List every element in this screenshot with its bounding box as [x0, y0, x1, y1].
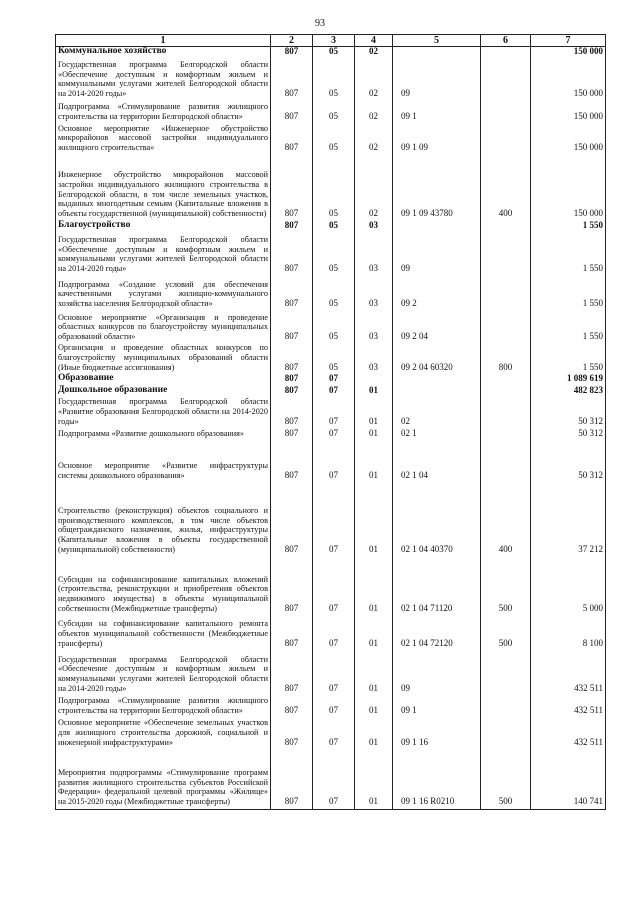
section-code: 05 — [313, 232, 355, 275]
table-row — [56, 386, 606, 398]
subsection-code: 01 — [355, 749, 393, 809]
row-name: Инженерное обустройство микрорайонов массовой застройки индивидуального жилищного строительства в Белгородской области, в том числе земельных участков, выданных многодетным семьям (Капитальные вложения в объекты государственной (муниципальной) собственности) — [56, 154, 271, 220]
department-code: 807 — [271, 47, 313, 59]
target-article — [393, 386, 481, 398]
table-row — [56, 374, 606, 386]
department-code: 807 — [271, 556, 313, 615]
expense-type — [481, 717, 531, 749]
col-header-4: 4 — [355, 35, 393, 47]
department-code: 807 — [271, 749, 313, 809]
amount: 50 312 — [531, 440, 606, 482]
target-article: 09 1 — [393, 695, 481, 717]
subsection-code: 02 — [355, 59, 393, 101]
target-article: 09 1 09 43780 — [393, 154, 481, 220]
target-article: 02 1 04 — [393, 440, 481, 482]
row-name: Основное мероприятие «Обеспечение земельных участков для жилищного строительства дорожной, социальной и инженерной инфраструктурами» — [56, 717, 271, 749]
col-header-5: 5 — [393, 35, 481, 47]
amount: 150 000 — [531, 101, 606, 124]
target-article: 09 2 04 60320 — [393, 343, 481, 374]
table-row — [56, 275, 606, 310]
table-row — [56, 47, 606, 59]
row-name: Благоустройство — [56, 220, 271, 232]
row-name: Подпрограмма «Создание условий для обеспечения качественными услугами жилищно-коммунального хозяйства населения Белгородской области» — [56, 275, 271, 310]
target-article: 02 1 — [393, 428, 481, 440]
target-article: 09 2 — [393, 275, 481, 310]
expense-type — [481, 124, 531, 155]
section-code: 07 — [313, 374, 355, 386]
amount: 1 550 — [531, 232, 606, 275]
expense-type — [481, 397, 531, 428]
budget-table — [55, 34, 606, 810]
table-row — [56, 154, 606, 220]
table-row — [56, 615, 606, 650]
amount: 1 550 — [531, 275, 606, 310]
target-article — [393, 220, 481, 232]
target-article: 02 — [393, 397, 481, 428]
col-header-6: 6 — [481, 35, 531, 47]
target-article: 09 1 16 R0210 — [393, 749, 481, 809]
subsection-code: 03 — [355, 232, 393, 275]
row-name: Государственная программа Белгородской области «Обеспечение доступным и комфортным жильем и коммунальными услугами жителей Белгородской области на 2014-2020 годы» — [56, 59, 271, 101]
row-name: Мероприятия подпрограммы «Стимулирование программ развития жилищного строительства субъектов Российской Федерации» федеральной целевой программы «Жилище» на 2015-2020 годы (Межбюджетные трансферты) — [56, 749, 271, 809]
section-code: 07 — [313, 397, 355, 428]
expense-type: 500 — [481, 749, 531, 809]
subsection-code: 02 — [355, 154, 393, 220]
subsection-code: 03 — [355, 343, 393, 374]
subsection-code: 01 — [355, 440, 393, 482]
col-header-2: 2 — [271, 35, 313, 47]
row-name: Основное мероприятие «Развитие инфраструктуры системы дошкольного образования» — [56, 440, 271, 482]
subsection-code: 03 — [355, 310, 393, 343]
row-name: Субсидии на софинансирование капитальных вложений (строительства, реконструкции и приобретения объектов недвижимого имущества) в объекты муниципальной собственности (Межбюджетные трансферты) — [56, 556, 271, 615]
expense-type — [481, 374, 531, 386]
table-row — [56, 650, 606, 695]
target-article: 09 1 16 — [393, 717, 481, 749]
department-code: 807 — [271, 101, 313, 124]
row-name: Организация и проведение областных конкурсов по благоустройству муниципальных образований области (Иные бюджетные ассигнования) — [56, 343, 271, 374]
row-name: Государственная программа Белгородской области «Обеспечение доступным и комфортным жильем и коммунальными услугами жителей Белгородской области на 2014-2020 годы» — [56, 232, 271, 275]
subsection-code: 01 — [355, 556, 393, 615]
amount: 432 511 — [531, 650, 606, 695]
table-row — [56, 695, 606, 717]
department-code: 807 — [271, 220, 313, 232]
expense-type: 400 — [481, 154, 531, 220]
table-row — [56, 428, 606, 440]
target-article — [393, 374, 481, 386]
row-name: Государственная программа Белгородской области «Обеспечение доступным и комфортным жильем и коммунальными услугами жителей Белгородской области на 2014-2020 годы» — [56, 650, 271, 695]
department-code: 807 — [271, 717, 313, 749]
subsection-code: 01 — [355, 397, 393, 428]
section-code: 07 — [313, 440, 355, 482]
target-article: 02 1 04 71120 — [393, 556, 481, 615]
department-code: 807 — [271, 615, 313, 650]
amount: 50 312 — [531, 397, 606, 428]
subsection-code: 03 — [355, 275, 393, 310]
section-code: 07 — [313, 386, 355, 398]
department-code: 807 — [271, 124, 313, 155]
amount: 150 000 — [531, 124, 606, 155]
row-name: Подпрограмма «Стимулирование развития жилищного строительства на территории Белгородской области» — [56, 695, 271, 717]
target-article: 02 1 04 72120 — [393, 615, 481, 650]
col-header-1: 1 — [56, 35, 271, 47]
subsection-code: 01 — [355, 482, 393, 556]
section-code: 05 — [313, 275, 355, 310]
page-number: 93 — [315, 18, 325, 29]
department-code: 807 — [271, 232, 313, 275]
col-header-7: 7 — [531, 35, 606, 47]
subsection-code: 02 — [355, 47, 393, 59]
table-row — [56, 220, 606, 232]
expense-type — [481, 101, 531, 124]
expense-type — [481, 650, 531, 695]
table-row — [56, 124, 606, 155]
amount: 1 550 — [531, 343, 606, 374]
row-name: Государственная программа Белгородской области «Развитие образования Белгородской области на 2014-2020 годы» — [56, 397, 271, 428]
department-code: 807 — [271, 482, 313, 556]
section-code: 05 — [313, 124, 355, 155]
amount: 432 511 — [531, 717, 606, 749]
row-name: Дошкольное образование — [56, 386, 271, 398]
target-article — [393, 47, 481, 59]
subsection-code: 01 — [355, 386, 393, 398]
section-code: 07 — [313, 615, 355, 650]
department-code: 807 — [271, 650, 313, 695]
table-row — [56, 717, 606, 749]
target-article: 09 — [393, 59, 481, 101]
subsection-code — [355, 374, 393, 386]
expense-type — [481, 310, 531, 343]
department-code: 807 — [271, 154, 313, 220]
amount: 5 000 — [531, 556, 606, 615]
department-code: 807 — [271, 374, 313, 386]
table-row — [56, 101, 606, 124]
amount: 1 550 — [531, 310, 606, 343]
section-code: 07 — [313, 717, 355, 749]
department-code: 807 — [271, 386, 313, 398]
amount: 150 000 — [531, 47, 606, 59]
expense-type — [481, 220, 531, 232]
amount: 50 312 — [531, 428, 606, 440]
subsection-code: 01 — [355, 650, 393, 695]
amount: 8 100 — [531, 615, 606, 650]
amount: 140 741 — [531, 749, 606, 809]
amount: 482 823 — [531, 386, 606, 398]
row-name: Подпрограмма «Развитие дошкольного образования» — [56, 428, 271, 440]
target-article: 02 1 04 40370 — [393, 482, 481, 556]
table-row — [56, 59, 606, 101]
row-name: Подпрограмма «Стимулирование развития жилищного строительства на территории Белгородской области» — [56, 101, 271, 124]
col-header-3: 3 — [313, 35, 355, 47]
department-code: 807 — [271, 310, 313, 343]
department-code: 807 — [271, 275, 313, 310]
section-code: 07 — [313, 749, 355, 809]
table-row — [56, 440, 606, 482]
row-name: Образование — [56, 374, 271, 386]
department-code: 807 — [271, 440, 313, 482]
department-code: 807 — [271, 428, 313, 440]
section-code: 05 — [313, 220, 355, 232]
table-row — [56, 310, 606, 343]
section-code: 05 — [313, 154, 355, 220]
amount: 1 089 619 — [531, 374, 606, 386]
expense-type: 800 — [481, 343, 531, 374]
amount: 432 511 — [531, 695, 606, 717]
expense-type — [481, 386, 531, 398]
section-code: 07 — [313, 482, 355, 556]
amount: 150 000 — [531, 59, 606, 101]
section-code: 05 — [313, 343, 355, 374]
expense-type — [481, 47, 531, 59]
department-code: 807 — [271, 695, 313, 717]
table-row — [56, 343, 606, 374]
expense-type: 500 — [481, 556, 531, 615]
subsection-code: 01 — [355, 428, 393, 440]
row-name: Коммунальное хозяйство — [56, 47, 271, 59]
header-row — [56, 35, 606, 47]
subsection-code: 01 — [355, 615, 393, 650]
amount: 150 000 — [531, 154, 606, 220]
expense-type — [481, 275, 531, 310]
table-row — [56, 232, 606, 275]
subsection-code: 03 — [355, 220, 393, 232]
expense-type — [481, 428, 531, 440]
section-code: 05 — [313, 47, 355, 59]
subsection-code: 02 — [355, 101, 393, 124]
department-code: 807 — [271, 397, 313, 428]
target-article: 09 — [393, 650, 481, 695]
subsection-code: 02 — [355, 124, 393, 155]
department-code: 807 — [271, 59, 313, 101]
amount: 1 550 — [531, 220, 606, 232]
row-name: Субсидии на софинансирование капитального ремонта объектов муниципальной собственности (Межбюджетные трансферты) — [56, 615, 271, 650]
target-article: 09 1 09 — [393, 124, 481, 155]
target-article: 09 1 — [393, 101, 481, 124]
section-code: 07 — [313, 428, 355, 440]
table-row — [56, 556, 606, 615]
row-name: Строительство (реконструкция) объектов социального и производственного комплексов, в том числе объектов общегражданского назначения, жилья, инфраструктуры (Капитальные вложения в объекты государственной (муниципальной) собственности) — [56, 482, 271, 556]
amount: 37 212 — [531, 482, 606, 556]
target-article: 09 — [393, 232, 481, 275]
department-code: 807 — [271, 343, 313, 374]
section-code: 05 — [313, 310, 355, 343]
row-name: Основное мероприятие «Организация и проведение областных конкурсов по благоустройству муниципальных образований области» — [56, 310, 271, 343]
section-code: 05 — [313, 59, 355, 101]
expense-type: 400 — [481, 482, 531, 556]
table-row — [56, 397, 606, 428]
row-name: Основное мероприятие «Инженерное обустройство микрорайонов массовой застройки индивидуального жилищного строительства» — [56, 124, 271, 155]
target-article: 09 2 04 — [393, 310, 481, 343]
subsection-code: 01 — [355, 695, 393, 717]
subsection-code: 01 — [355, 717, 393, 749]
table-row — [56, 749, 606, 809]
expense-type — [481, 59, 531, 101]
expense-type — [481, 440, 531, 482]
section-code: 07 — [313, 695, 355, 717]
expense-type: 500 — [481, 615, 531, 650]
section-code: 07 — [313, 556, 355, 615]
expense-type — [481, 695, 531, 717]
section-code: 07 — [313, 650, 355, 695]
table-row — [56, 482, 606, 556]
section-code: 05 — [313, 101, 355, 124]
expense-type — [481, 232, 531, 275]
